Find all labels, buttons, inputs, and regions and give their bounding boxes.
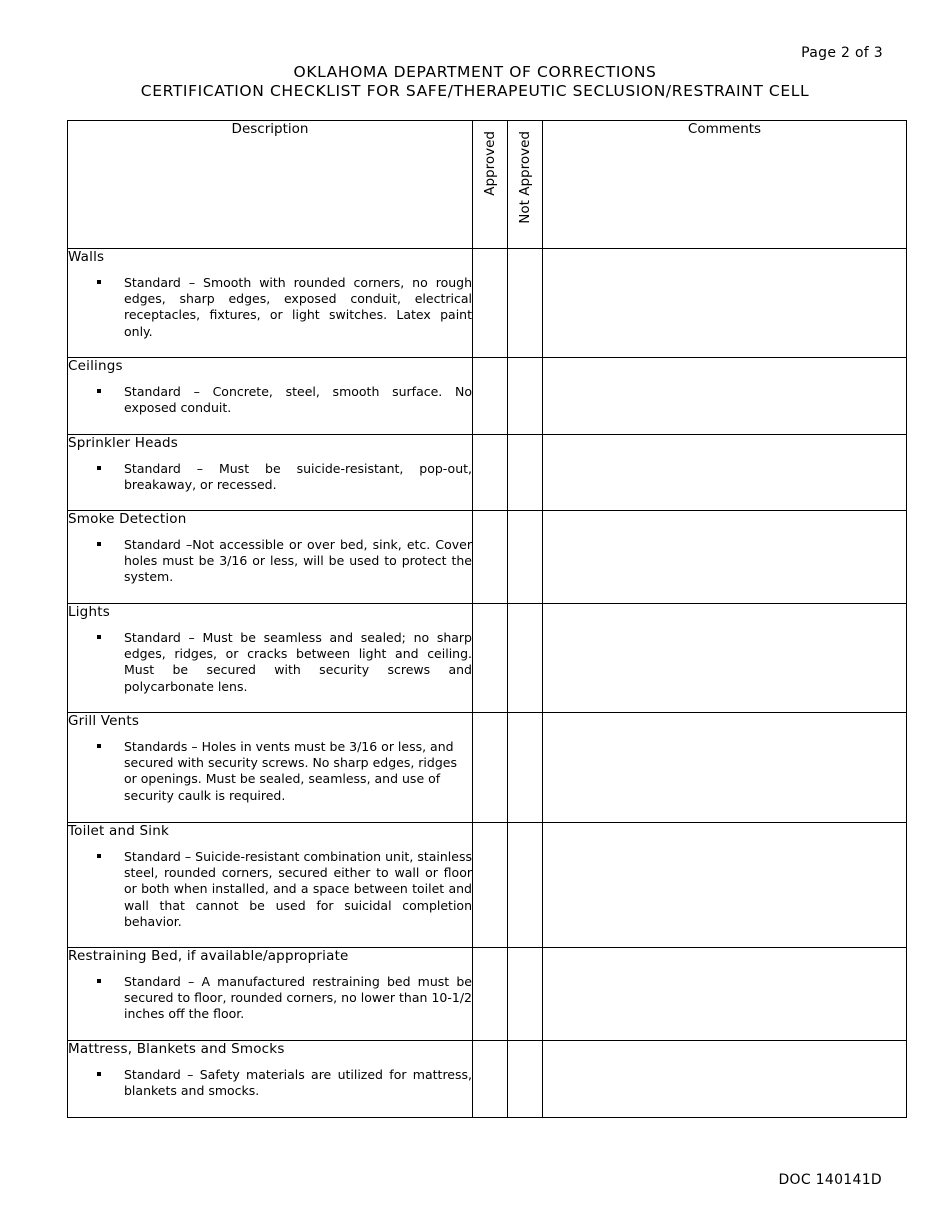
table-row [68,713,907,823]
category-label: Walls [68,249,105,265]
approved-cell[interactable] [473,1041,508,1118]
page-number: Page 2 of 3 [801,45,883,61]
approved-header-label: Approved [482,131,498,196]
approved-cell[interactable] [473,511,508,604]
standard-text: Standard –Not accessible or over bed, sink, etc. Cover holes must be 3/16 or less, will be used to protect the system. [124,537,472,585]
not-approved-cell[interactable] [508,249,543,358]
bullet-icon [97,744,101,748]
bullet-icon [97,542,101,546]
bullet-icon [97,979,101,983]
approved-header [473,121,508,249]
approved-cell[interactable] [473,358,508,435]
standard-text: Standard – Safety materials are utilized for mattress, blankets and smocks. [124,1067,472,1099]
approved-cell[interactable] [473,435,508,511]
standard-text: Standard – Must be seamless and sealed; no sharp edges, ridges, or cracks between light and ceiling. Must be secured with security screws and polycarbonate lens. [124,630,472,694]
table-row [68,604,907,713]
not-approved-cell[interactable] [508,948,543,1041]
description-cell [68,1041,473,1118]
description-cell [68,713,473,823]
not-approved-cell[interactable] [508,358,543,435]
standard-item [68,739,472,804]
category-label: Restraining Bed, if available/appropriate [68,948,349,964]
standard-text: Standard – Must be suicide-resistant, pop-out, breakaway, or recessed. [124,461,472,493]
category-label: Smoke Detection [68,511,187,527]
table-row [68,435,907,511]
table-row [68,358,907,435]
comments-cell[interactable] [543,358,907,435]
standard-item [68,974,472,1023]
comments-cell[interactable] [543,435,907,511]
description-header: Description [68,121,473,249]
checklist-table [67,120,907,1118]
approved-cell[interactable] [473,948,508,1041]
category-label: Toilet and Sink [68,823,169,839]
description-cell [68,358,473,435]
standard-item [68,630,472,695]
standard-text: Standard – Suicide-resistant combination unit, stainless steel, rounded corners, secured either to wall or floor or both when installed, and a space between toilet and wall that cannot be used for suicidal completion behavior. [124,849,472,929]
description-cell [68,511,473,604]
standard-text: Standard – A manufactured restraining bed must be secured to floor, rounded corners, no lower than 10-1/2 inches off the floor. [124,974,472,1022]
category-label: Ceilings [68,358,123,374]
bullet-icon [97,1072,101,1076]
approved-cell[interactable] [473,823,508,948]
standard-item [68,1067,472,1099]
not-approved-cell[interactable] [508,435,543,511]
table-row [68,511,907,604]
table-row [68,249,907,358]
comments-cell[interactable] [543,713,907,823]
approved-cell[interactable] [473,713,508,823]
not-approved-header [508,121,543,249]
standard-item [68,275,472,340]
title-line-1: OKLAHOMA DEPARTMENT OF CORRECTIONS [293,63,657,81]
description-cell [68,948,473,1041]
category-label: Grill Vents [68,713,140,729]
bullet-icon [97,389,101,393]
description-cell [68,435,473,511]
standard-item [68,849,472,930]
table-row [68,823,907,948]
comments-cell[interactable] [543,948,907,1041]
not-approved-cell[interactable] [508,713,543,823]
bullet-icon [97,280,101,284]
comments-header: Comments [543,121,907,249]
comments-cell[interactable] [543,249,907,358]
bullet-icon [97,854,101,858]
standard-item [68,461,472,493]
not-approved-cell[interactable] [508,511,543,604]
standard-text: Standard – Concrete, steel, smooth surface. No exposed conduit. [124,384,472,416]
bullet-icon [97,466,101,470]
approved-cell[interactable] [473,249,508,358]
comments-cell[interactable] [543,823,907,948]
standard-item [68,384,472,416]
standard-text: Standard – Smooth with rounded corners, no rough edges, sharp edges, exposed conduit, electrical receptacles, fixtures, or light switches. Latex paint only. [124,275,472,339]
header-row [68,121,907,249]
category-label: Sprinkler Heads [68,435,179,451]
description-cell [68,249,473,358]
category-label: Mattress, Blankets and Smocks [68,1041,285,1057]
description-cell [68,823,473,948]
standard-item [68,537,472,586]
title-line-2: CERTIFICATION CHECKLIST FOR SAFE/THERAPEUTIC SECLUSION/RESTRAINT CELL [140,82,810,100]
description-cell [68,604,473,713]
bullet-icon [97,635,101,639]
approved-cell[interactable] [473,604,508,713]
not-approved-cell[interactable] [508,604,543,713]
table-row [68,1041,907,1118]
comments-cell[interactable] [543,1041,907,1118]
not-approved-header-label: Not Approved [517,131,533,224]
standard-text: Standards – Holes in vents must be 3/16 or less, and secured with security screws. No sharp edges, ridges or openings. Must be sealed, seamless, and use of security caulk is required. [124,739,457,803]
category-label: Lights [68,604,110,620]
not-approved-cell[interactable] [508,823,543,948]
comments-cell[interactable] [543,604,907,713]
document-title [0,63,950,101]
table-row [68,948,907,1041]
document-number: DOC 140141D [778,1172,882,1188]
not-approved-cell[interactable] [508,1041,543,1118]
comments-cell[interactable] [543,511,907,604]
